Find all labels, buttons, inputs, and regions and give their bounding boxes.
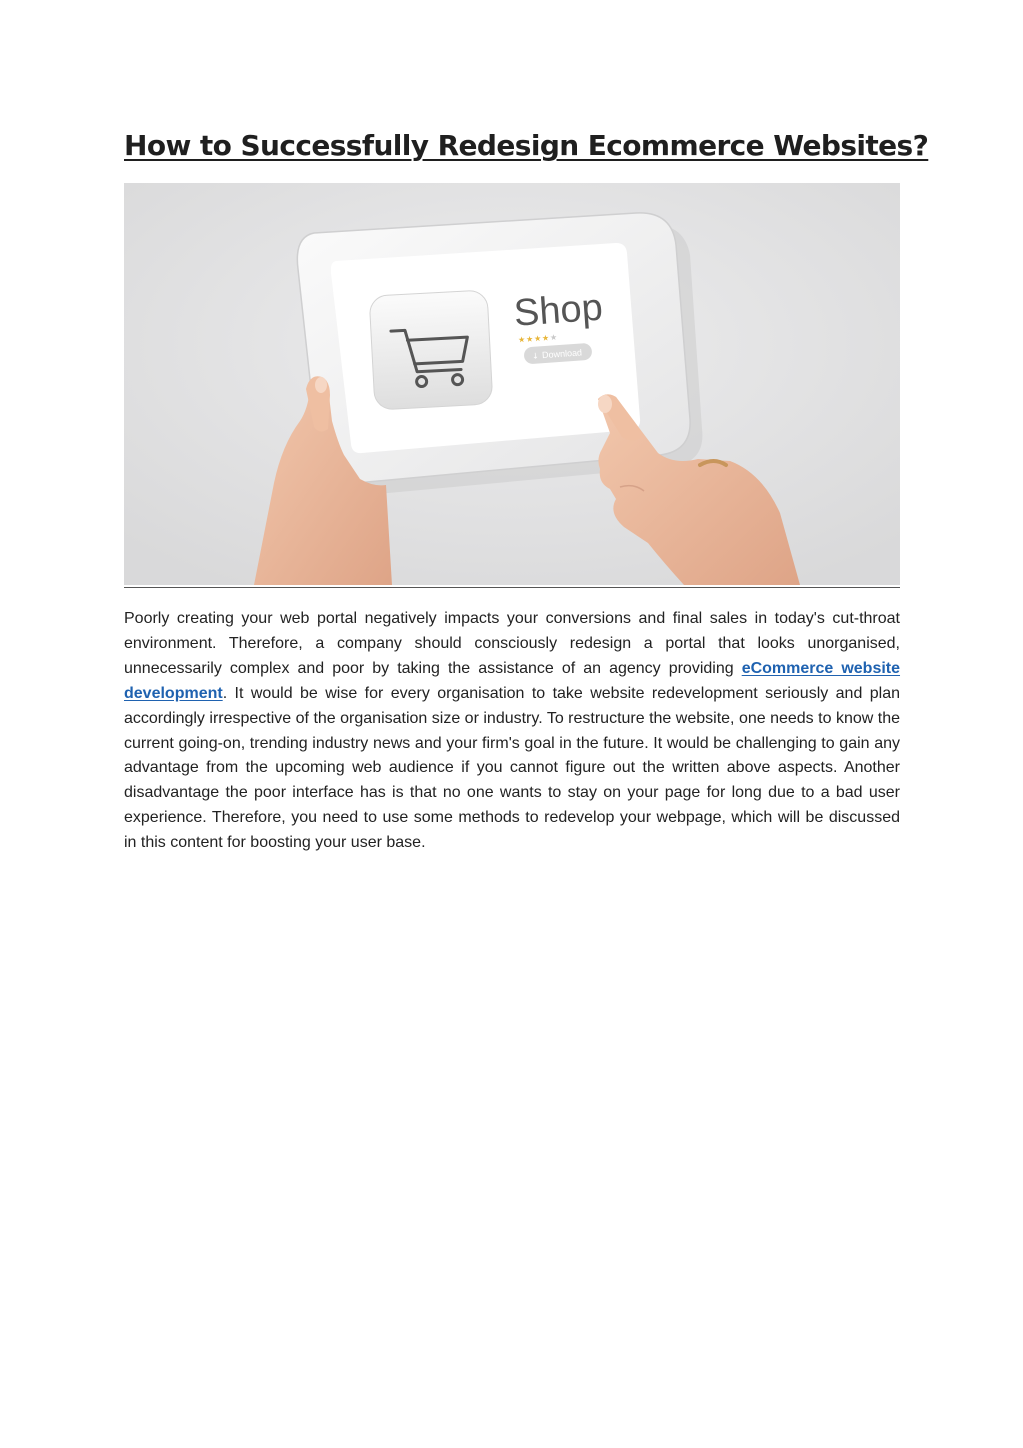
intro-text-start: Poorly creating your web portal negatively impacts your conversions and final sales in today's cut-throat environment. Therefore, a company should consciously redesign a portal that looks unorganised, unnecessarily complex and poor by taking the assistance of an agency providing	[124, 610, 900, 677]
image-divider	[124, 587, 900, 588]
ecommerce-development-link[interactable]: eCommerce website development	[124, 659, 901, 702]
svg-text:↓: ↓	[531, 351, 540, 361]
hero-image	[124, 183, 900, 585]
star-icon: ★	[517, 335, 526, 345]
intro-text-end: . It would be wise for every organisation to take website redevelopment seriously and plan accordingly irrespective of the organisation size or industry. To restructure the website, one needs to know the current going-on, trending industry news and your firm's goal in the future. It would be challenging to gain any advantage from the upcoming web audience if you cannot figure out the written above aspects. Another disadvantage the poor interface has is that no one wants to stay on your page for long due to a bad user experience. Therefore, you need to use some methods to redevelop your webpage, which will be discussed in this content for boosting your user base.	[124, 684, 900, 852]
star-icon: ★	[549, 332, 558, 343]
star-icon: ★	[533, 333, 542, 344]
intro-paragraph	[124, 607, 900, 856]
shop-heading: Shop	[512, 286, 605, 335]
star-icon: ★	[525, 334, 534, 344]
download-label: Download	[541, 347, 583, 361]
star-icon: ★	[541, 333, 550, 343]
page-title: How to Successfully Redesign Ecommerce Websites?	[124, 129, 929, 162]
